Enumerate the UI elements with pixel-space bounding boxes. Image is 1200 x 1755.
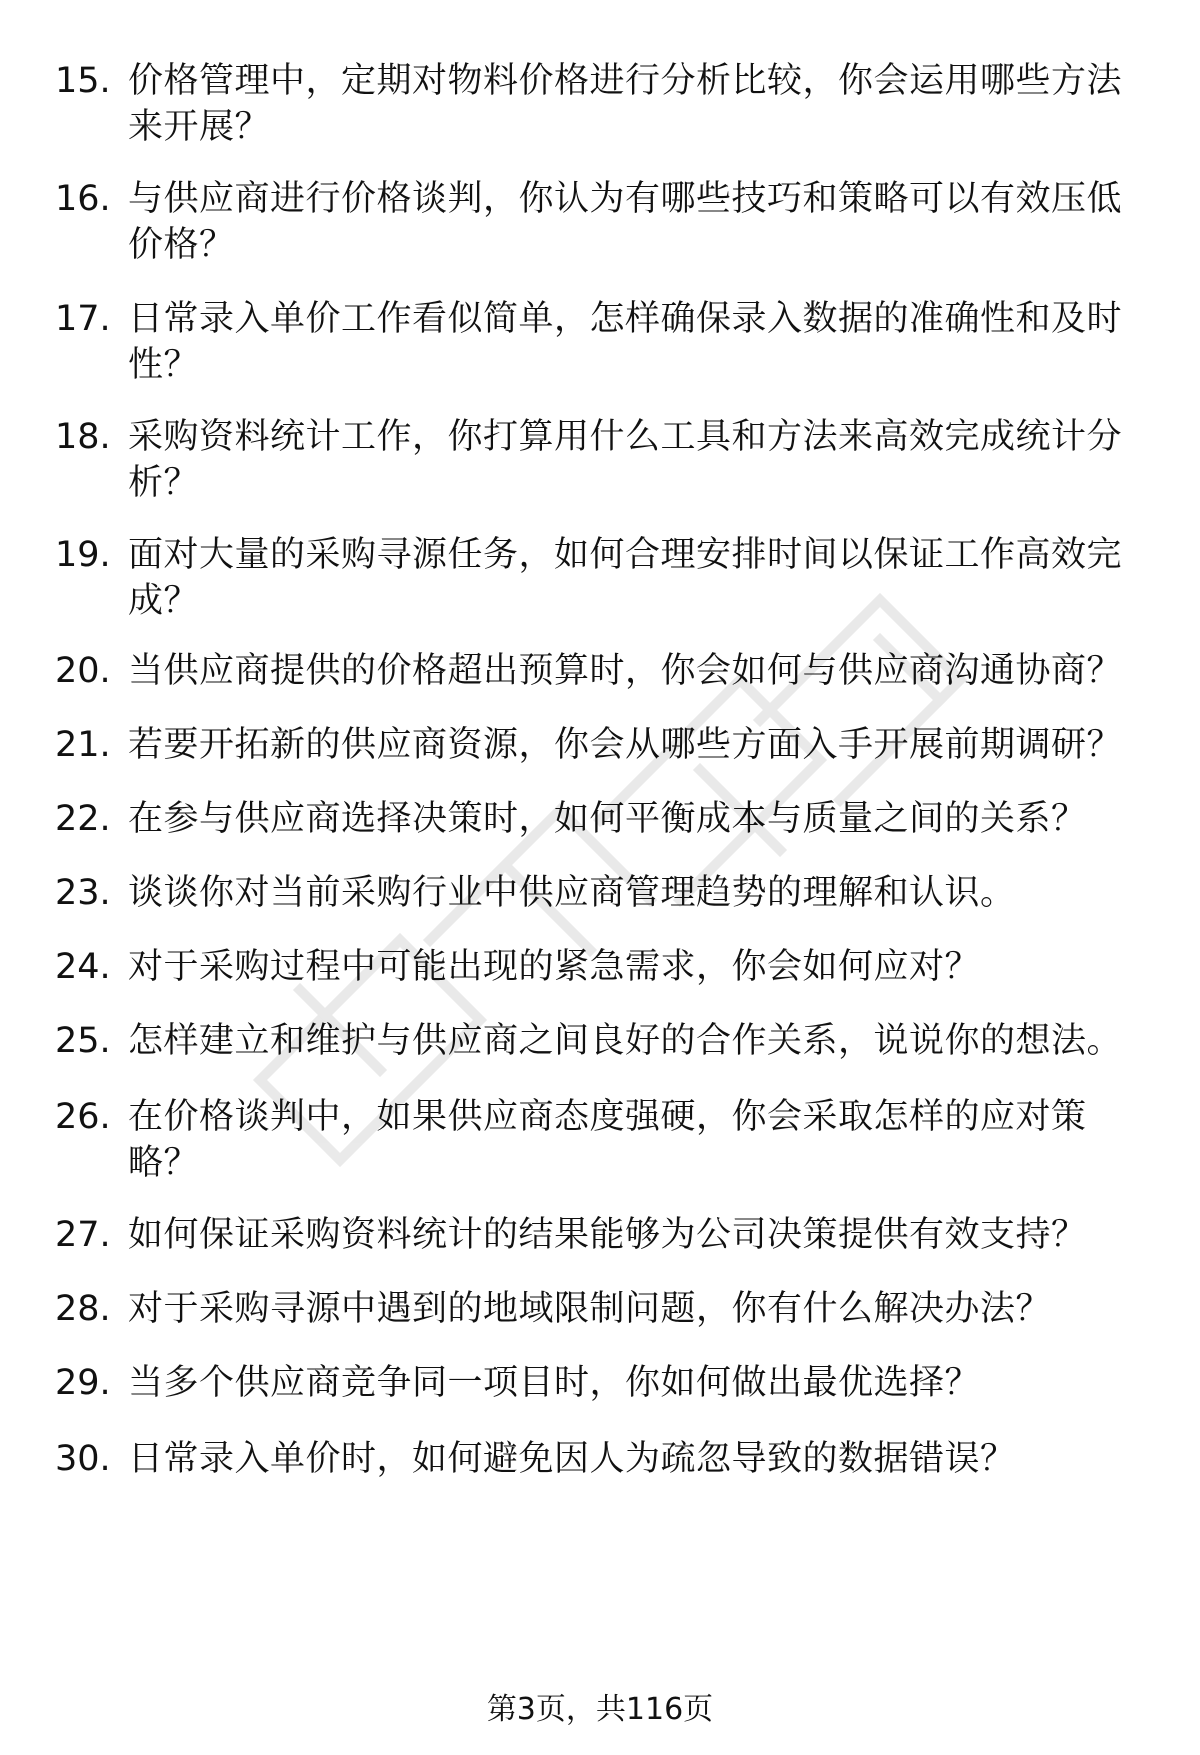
question-text: 在价格谈判中，如果供应商态度强硬，你会采取怎样的应对策略？ bbox=[128, 1097, 1087, 1183]
question-text: 对于采购过程中可能出现的紧急需求，你会如何应对？ bbox=[128, 947, 981, 987]
question-text: 对于采购寻源中遇到的地域限制问题，你有什么解决办法？ bbox=[128, 1289, 1052, 1329]
question-text: 采购资料统计工作，你打算用什么工具和方法来高效完成统计分析？ bbox=[128, 417, 1123, 503]
question-number: 25. bbox=[55, 1021, 111, 1061]
question-number: 27. bbox=[55, 1215, 111, 1255]
question-text: 在参与供应商选择决策时，如何平衡成本与质量之间的关系？ bbox=[128, 799, 1087, 839]
question-number: 21. bbox=[55, 725, 111, 765]
question-text: 谈谈你对当前采购行业中供应商管理趋势的理解和认识。 bbox=[128, 873, 1016, 913]
question-number: 28. bbox=[55, 1289, 111, 1329]
question-number: 22. bbox=[55, 799, 111, 839]
question-text: 若要开拓新的供应商资源，你会从哪些方面入手开展前期调研？ bbox=[128, 725, 1123, 765]
question-number: 30. bbox=[55, 1439, 111, 1479]
question-number: 26. bbox=[55, 1097, 111, 1137]
question-number: 24. bbox=[55, 947, 111, 987]
question-text: 与供应商进行价格谈判，你认为有哪些技巧和策略可以有效压低价格？ bbox=[128, 179, 1123, 265]
question-number: 20. bbox=[55, 651, 111, 691]
question-text: 日常录入单价时，如何避免因人为疏忽导致的数据错误？ bbox=[128, 1439, 1016, 1479]
question-text: 如何保证采购资料统计的结果能够为公司决策提供有效支持？ bbox=[128, 1215, 1087, 1255]
page-footer: 第3页，共116页 bbox=[486, 1692, 714, 1727]
question-number: 15. bbox=[55, 61, 111, 101]
question-number: 16. bbox=[55, 179, 111, 219]
question-number: 29. bbox=[55, 1363, 111, 1403]
question-text: 价格管理中，定期对物料价格进行分析比较，你会运用哪些方法来开展？ bbox=[128, 61, 1123, 147]
question-text: 面对大量的采购寻源任务，如何合理安排时间以保证工作高效完成？ bbox=[128, 535, 1123, 621]
question-text: 当供应商提供的价格超出预算时，你会如何与供应商沟通协商？ bbox=[128, 651, 1123, 691]
question-number: 18. bbox=[55, 417, 111, 457]
question-text: 当多个供应商竞争同一项目时，你如何做出最优选择？ bbox=[128, 1363, 981, 1403]
question-number: 17. bbox=[55, 299, 111, 339]
question-number: 23. bbox=[55, 873, 111, 913]
question-text: 怎样建立和维护与供应商之间良好的合作关系，说说你的想法。 bbox=[128, 1021, 1123, 1061]
question-number: 19. bbox=[55, 535, 111, 575]
question-text: 日常录入单价工作看似简单，怎样确保录入数据的准确性和及时性？ bbox=[128, 299, 1123, 385]
